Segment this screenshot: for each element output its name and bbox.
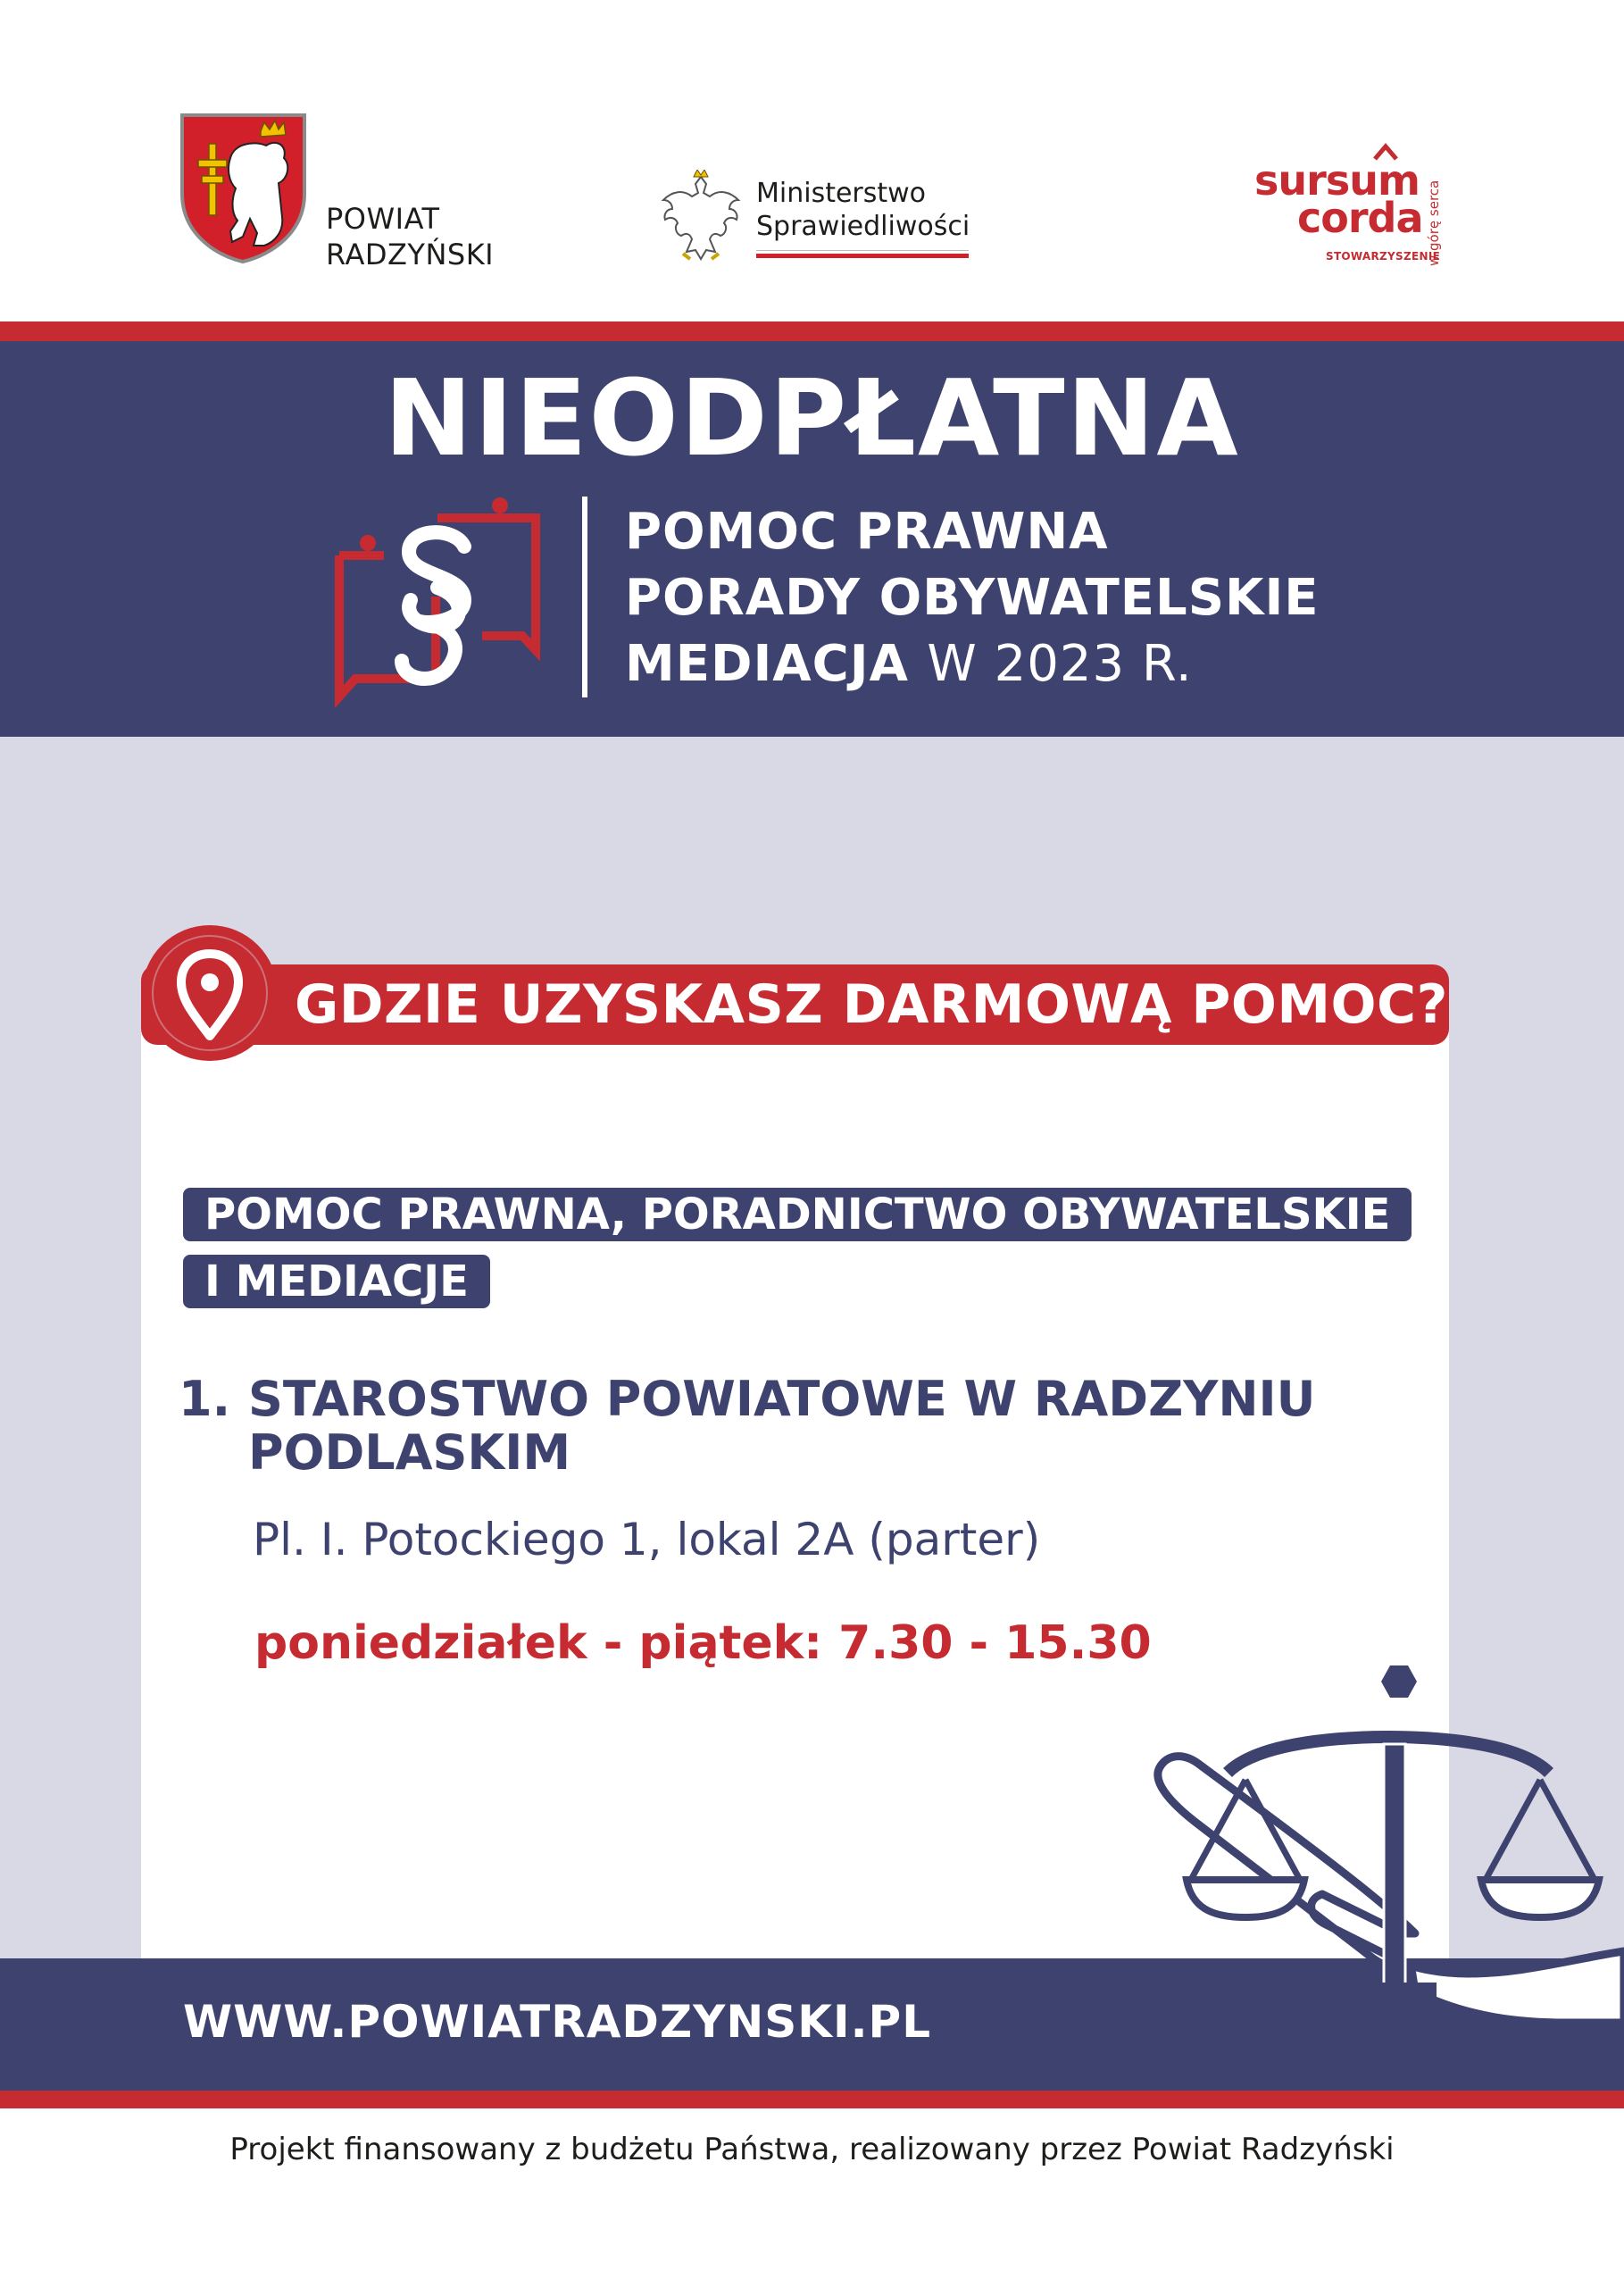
office-name-line2: PODLASKIM [248, 1424, 571, 1481]
office-number: 1. [179, 1371, 231, 1427]
corda-word: corda [1297, 194, 1423, 242]
office-name-line1: STAROSTWO POWIATOWE W RADZYNIU [248, 1371, 1316, 1427]
website-url: WWW.POWIATRADZYNSKI.PL [183, 1996, 932, 2048]
sursum-word: sursum [1254, 156, 1420, 205]
ministry-logo-line1: Ministerstwo [756, 178, 927, 209]
banner-divider [582, 497, 587, 697]
banner-title: NIEODPŁATNA [384, 356, 1240, 480]
sursum-corda-tagline: w górę serca [1426, 179, 1442, 266]
white-eagle-icon [656, 170, 745, 268]
services-tag-line2: I MEDIACJE [183, 1255, 490, 1308]
powiat-logo-line2: RADZYŃSKI [326, 238, 495, 271]
service-mediation-label: MEDIACJA [625, 635, 909, 693]
service-citizen-advice: PORADY OBYWATELSKIE [625, 569, 1320, 627]
flag-bars [756, 250, 969, 258]
scales-of-justice-hand-icon [1147, 1665, 1624, 2112]
office-hours: poniedziałek - piątek: 7.30 - 15.30 [254, 1616, 1152, 1670]
location-pin-icon [138, 922, 281, 1064]
funding-note: Projekt finansowany z budżetu Państwa, realizowany przez Powiat Radzyński [229, 2132, 1395, 2167]
service-legal-aid: POMOC PRAWNA [625, 503, 1109, 561]
powiat-logo [179, 112, 536, 272]
sursum-corda-subtitle: STOWARZYSZENIE [1326, 250, 1441, 263]
ministry-logo [656, 170, 969, 272]
coat-of-arms-icon [179, 112, 308, 265]
ministry-logo-line2: Sprawiedliwości [756, 211, 970, 242]
service-year: W 2023 R. [927, 635, 1193, 693]
service-mediation [625, 632, 1193, 697]
top-red-stripe [0, 321, 1624, 341]
where-heading: GDZIE UZYSKASZ DARMOWĄ POMOC? [295, 973, 1448, 1036]
paragraph-speech-bubbles-icon [330, 491, 545, 714]
sursum-corda-logo [1254, 143, 1460, 268]
office-address: Pl. I. Potockiego 1, lokal 2A (parter) [253, 1514, 1041, 1565]
services-tag-line1: POMOC PRAWNA, PORADNICTWO OBYWATELSKIE [183, 1188, 1412, 1241]
powiat-logo-line1: POWIAT [326, 202, 440, 236]
